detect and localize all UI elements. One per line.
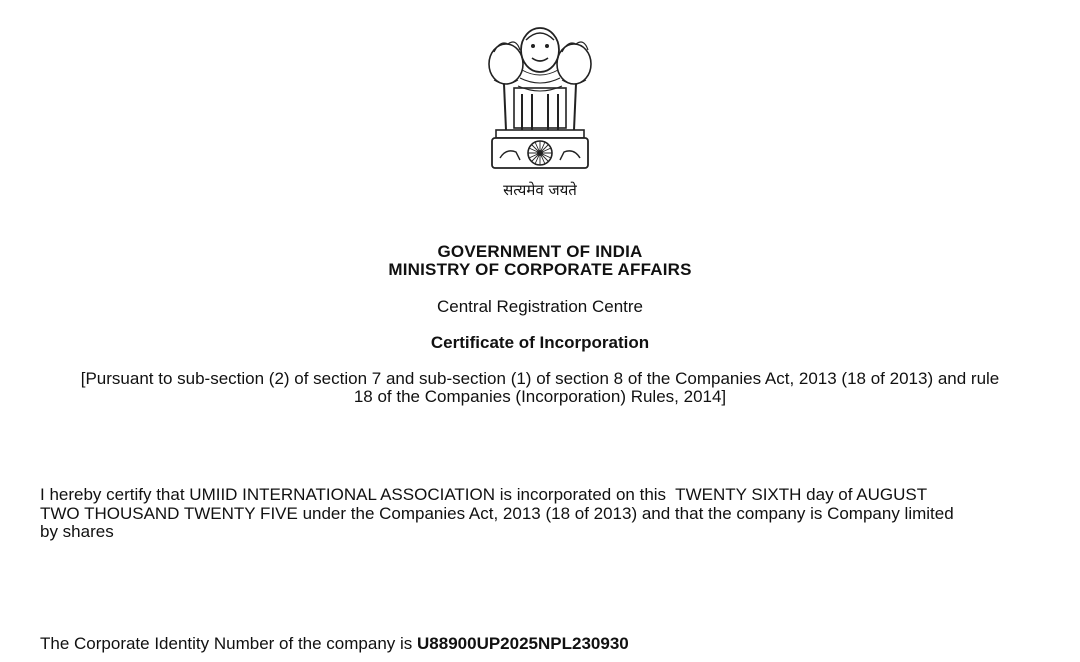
certify-line-1: I hereby certify that UMIID INTERNATIONAL ASSOCIATION is incorporated on this TWENTY SIXTH day of AUGUST <box>40 485 928 504</box>
pursuant-line-2: 18 of the Companies (Incorporation) Rules, 2014] <box>353 387 727 406</box>
national-emblem-icon <box>484 22 596 174</box>
certify-line-3: by shares <box>40 522 114 541</box>
registration-centre: Central Registration Centre <box>437 297 643 316</box>
pursuant-line-1: [Pursuant to sub-section (2) of section 7 and sub-section (1) of section 8 of the Companies Act, 2013 (18 of 2013) and rule <box>80 369 1000 388</box>
pursuant-clause <box>40 370 1040 406</box>
certification-statement <box>40 486 1040 542</box>
cin-statement <box>40 634 629 654</box>
emblem-motto: सत्यमेव जयते <box>503 181 577 199</box>
cin-label: The Corporate Identity Number of the company is <box>40 634 418 653</box>
ministry-heading: MINISTRY OF CORPORATE AFFAIRS <box>388 260 692 279</box>
certificate-title: Certificate of Incorporation <box>430 333 650 352</box>
issuing-authority <box>0 243 1080 279</box>
certify-line-2: TWO THOUSAND TWENTY FIVE under the Companies Act, 2013 (18 of 2013) and that the company is Company limited <box>40 503 954 523</box>
government-heading: GOVERNMENT OF INDIA <box>437 242 643 261</box>
cin-number: U88900UP2025NPL230930 <box>417 634 629 653</box>
